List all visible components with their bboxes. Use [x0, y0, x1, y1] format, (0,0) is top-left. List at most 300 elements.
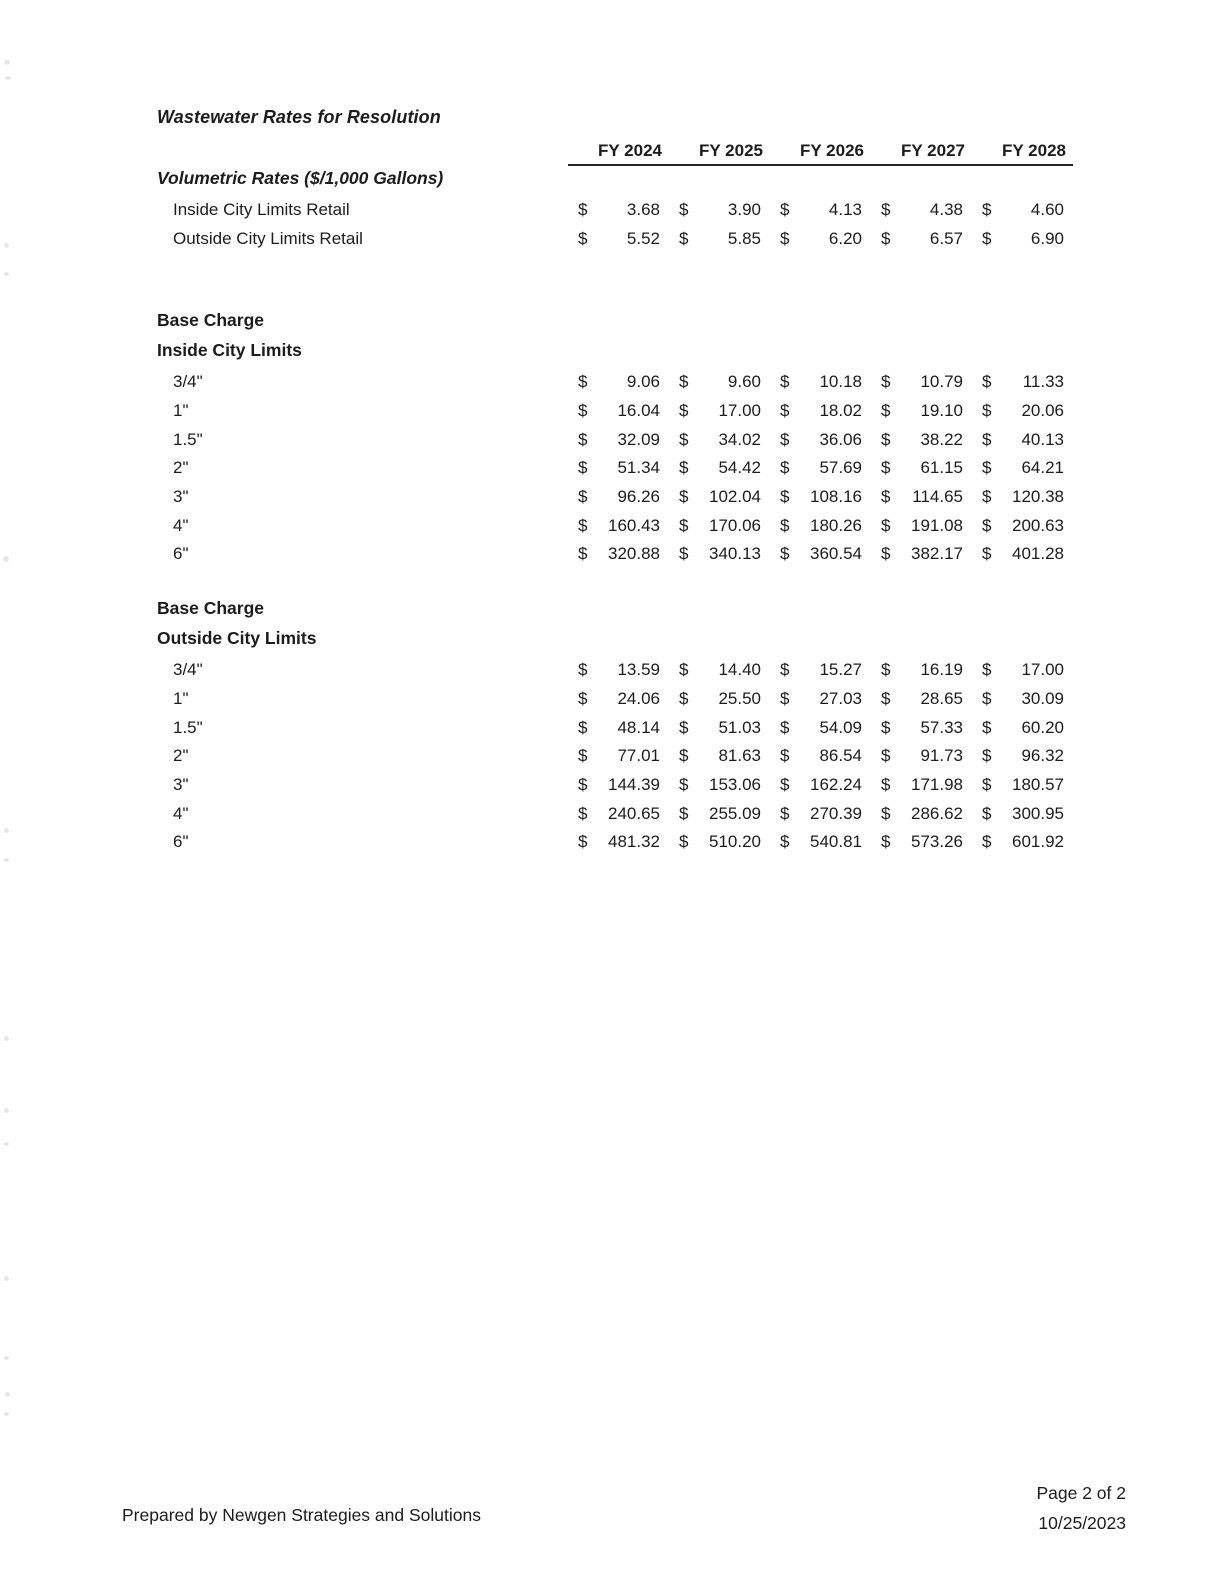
rate-value: 10.79 — [920, 372, 963, 392]
rate-cell — [578, 458, 679, 478]
rate-value: 13.59 — [617, 660, 660, 680]
rate-cell — [679, 775, 780, 795]
rate-cell — [881, 832, 982, 852]
rate-cell — [982, 372, 1083, 392]
currency-symbol: $ — [881, 458, 891, 478]
row-label: 4" — [173, 803, 189, 823]
column-header-fy2027: FY 2027 — [901, 141, 965, 160]
row-label: 6" — [173, 832, 189, 852]
currency-symbol: $ — [982, 229, 992, 249]
currency-symbol: $ — [780, 372, 790, 392]
rate-cell — [881, 200, 982, 220]
rate-value: 19.10 — [920, 401, 963, 421]
scan-artifact — [4, 1108, 9, 1113]
rate-cell — [780, 689, 881, 709]
section-subtitle: Inside City Limits — [157, 340, 302, 360]
section-rows — [157, 656, 1083, 857]
row-label: 3" — [173, 487, 189, 507]
currency-symbol: $ — [679, 372, 689, 392]
rate-value: 17.00 — [1021, 660, 1064, 680]
currency-symbol: $ — [780, 746, 790, 766]
rate-cell — [982, 660, 1083, 680]
currency-symbol: $ — [881, 746, 891, 766]
rate-value: 240.65 — [608, 803, 660, 823]
page-number: Page 2 of 2 — [1036, 1483, 1126, 1503]
rate-value: 27.03 — [819, 689, 862, 709]
rate-value: 9.06 — [626, 372, 660, 392]
rate-cell — [881, 430, 982, 450]
rate-value: 14.40 — [718, 660, 761, 680]
currency-symbol: $ — [780, 429, 790, 449]
currency-symbol: $ — [982, 660, 992, 680]
currency-symbol: $ — [578, 660, 588, 680]
rate-value: 51.03 — [718, 717, 761, 737]
currency-symbol: $ — [780, 401, 790, 421]
currency-symbol: $ — [780, 717, 790, 737]
rate-cell — [578, 775, 679, 795]
table-row — [157, 397, 1083, 426]
rate-cell — [679, 229, 780, 249]
currency-symbol: $ — [881, 803, 891, 823]
rate-cell — [679, 832, 780, 852]
rate-value: 120.38 — [1012, 487, 1064, 507]
table-row — [157, 799, 1083, 828]
column-header-fy2025: FY 2025 — [699, 141, 763, 160]
rate-value: 96.32 — [1021, 746, 1064, 766]
currency-symbol: $ — [780, 229, 790, 249]
rate-value: 15.27 — [819, 660, 862, 680]
currency-symbol: $ — [679, 429, 689, 449]
currency-symbol: $ — [578, 803, 588, 823]
rate-value: 540.81 — [810, 832, 862, 852]
currency-symbol: $ — [881, 372, 891, 392]
currency-symbol: $ — [679, 803, 689, 823]
scan-artifact — [3, 556, 9, 562]
currency-symbol: $ — [679, 660, 689, 680]
table-row — [157, 771, 1083, 800]
currency-symbol: $ — [982, 429, 992, 449]
rate-cell — [679, 372, 780, 392]
rate-value: 340.13 — [709, 544, 761, 564]
rate-value: 16.19 — [920, 660, 963, 680]
rate-cell — [679, 458, 780, 478]
scan-artifact — [4, 828, 9, 833]
rate-value: 38.22 — [920, 429, 963, 449]
currency-symbol: $ — [578, 429, 588, 449]
rate-value: 191.08 — [911, 515, 963, 535]
table-row — [157, 368, 1083, 397]
rate-value: 17.00 — [718, 401, 761, 421]
rate-cell — [578, 229, 679, 249]
rate-value: 4.13 — [828, 200, 862, 220]
rate-cell — [982, 200, 1083, 220]
rate-cell — [679, 401, 780, 421]
row-label: 3/4" — [173, 660, 203, 680]
currency-symbol: $ — [881, 832, 891, 852]
row-label: 1.5" — [173, 429, 203, 449]
rate-value: 30.09 — [1021, 689, 1064, 709]
currency-symbol: $ — [982, 515, 992, 535]
rate-cell — [679, 487, 780, 507]
rate-value: 77.01 — [617, 746, 660, 766]
row-label: 3/4" — [173, 372, 203, 392]
currency-symbol: $ — [982, 775, 992, 795]
table-row — [157, 454, 1083, 483]
rate-cell — [881, 372, 982, 392]
scan-artifact — [4, 272, 9, 276]
rate-cell — [780, 516, 881, 536]
currency-symbol: $ — [780, 200, 790, 220]
rate-cell — [780, 660, 881, 680]
currency-symbol: $ — [679, 775, 689, 795]
rate-value: 5.52 — [626, 229, 660, 249]
rate-value: 401.28 — [1012, 544, 1064, 564]
currency-symbol: $ — [679, 401, 689, 421]
rate-value: 481.32 — [608, 832, 660, 852]
rate-cell — [982, 401, 1083, 421]
table-row — [157, 656, 1083, 685]
rate-cell — [780, 746, 881, 766]
rate-value: 160.43 — [608, 515, 660, 535]
rate-cell — [881, 401, 982, 421]
currency-symbol: $ — [881, 200, 891, 220]
currency-symbol: $ — [578, 515, 588, 535]
column-header-row — [157, 141, 1083, 161]
currency-symbol: $ — [982, 746, 992, 766]
rate-cell — [881, 689, 982, 709]
rate-cell — [578, 430, 679, 450]
rate-value: 10.18 — [819, 372, 862, 392]
rate-value: 171.98 — [911, 775, 963, 795]
rate-cell — [679, 544, 780, 564]
rate-value: 25.50 — [718, 689, 761, 709]
row-label: 2" — [173, 746, 189, 766]
rate-cell — [881, 229, 982, 249]
rate-value: 573.26 — [911, 832, 963, 852]
currency-symbol: $ — [679, 200, 689, 220]
rate-cell — [881, 487, 982, 507]
currency-symbol: $ — [881, 229, 891, 249]
scan-artifact — [4, 1276, 9, 1281]
rate-value: 270.39 — [810, 803, 862, 823]
rate-cell — [578, 718, 679, 738]
currency-symbol: $ — [679, 487, 689, 507]
rate-cell — [780, 458, 881, 478]
rate-value: 4.60 — [1030, 200, 1064, 220]
rate-value: 108.16 — [810, 487, 862, 507]
currency-symbol: $ — [578, 372, 588, 392]
rate-value: 34.02 — [718, 429, 761, 449]
rate-cell — [982, 430, 1083, 450]
section-subtitle: Outside City Limits — [157, 628, 317, 648]
currency-symbol: $ — [780, 775, 790, 795]
rate-value: 3.68 — [626, 200, 660, 220]
rate-cell — [780, 718, 881, 738]
table-row — [157, 685, 1083, 714]
row-label: 1.5" — [173, 717, 203, 737]
rate-cell — [982, 746, 1083, 766]
rate-cell — [578, 689, 679, 709]
rate-cell — [679, 430, 780, 450]
scan-artifact — [4, 243, 9, 248]
currency-symbol: $ — [578, 746, 588, 766]
rate-value: 6.90 — [1030, 229, 1064, 249]
rate-value: 16.04 — [617, 401, 660, 421]
scan-artifact — [4, 858, 9, 862]
rate-value: 60.20 — [1021, 717, 1064, 737]
currency-symbol: $ — [578, 544, 588, 564]
rate-value: 360.54 — [810, 544, 862, 564]
rate-cell — [881, 804, 982, 824]
table-row — [157, 511, 1083, 540]
rate-cell — [679, 689, 780, 709]
rate-value: 36.06 — [819, 429, 862, 449]
rate-cell — [881, 718, 982, 738]
column-header-fy2028: FY 2028 — [1002, 141, 1066, 160]
rate-cell — [578, 200, 679, 220]
row-label: 1" — [173, 401, 189, 421]
rate-value: 6.20 — [828, 229, 862, 249]
rate-value: 4.38 — [929, 200, 963, 220]
currency-symbol: $ — [780, 660, 790, 680]
row-label: 4" — [173, 515, 189, 535]
rate-value: 54.42 — [718, 458, 761, 478]
currency-symbol: $ — [982, 487, 992, 507]
header-underline — [568, 164, 1073, 166]
rate-cell — [780, 775, 881, 795]
currency-symbol: $ — [679, 458, 689, 478]
rate-cell — [679, 718, 780, 738]
currency-symbol: $ — [578, 458, 588, 478]
rate-cell — [982, 516, 1083, 536]
rate-value: 24.06 — [617, 689, 660, 709]
table-row — [157, 483, 1083, 512]
rate-cell — [780, 372, 881, 392]
rate-cell — [679, 200, 780, 220]
currency-symbol: $ — [679, 544, 689, 564]
table-row — [157, 742, 1083, 771]
rate-value: 153.06 — [709, 775, 761, 795]
currency-symbol: $ — [679, 746, 689, 766]
rate-cell — [679, 516, 780, 536]
rate-value: 200.63 — [1012, 515, 1064, 535]
section-base-charge-inside — [157, 309, 1083, 569]
row-label: Inside City Limits Retail — [173, 200, 350, 220]
currency-symbol: $ — [780, 515, 790, 535]
currency-symbol: $ — [578, 717, 588, 737]
rate-cell — [881, 775, 982, 795]
currency-symbol: $ — [578, 689, 588, 709]
currency-symbol: $ — [982, 200, 992, 220]
rate-value: 64.21 — [1021, 458, 1064, 478]
currency-symbol: $ — [679, 832, 689, 852]
rate-value: 57.69 — [819, 458, 862, 478]
currency-symbol: $ — [780, 803, 790, 823]
rate-value: 114.65 — [912, 487, 963, 507]
currency-symbol: $ — [780, 458, 790, 478]
rate-cell — [679, 804, 780, 824]
scan-artifact — [4, 1142, 9, 1146]
rate-value: 57.33 — [920, 717, 963, 737]
currency-symbol: $ — [881, 515, 891, 535]
section-title: Volumetric Rates ($/1,000 Gallons) — [157, 168, 444, 188]
prepared-by-text: Prepared by Newgen Strategies and Solutions — [122, 1505, 481, 1525]
rate-cell — [982, 544, 1083, 564]
rate-value: 144.39 — [608, 775, 660, 795]
rate-value: 40.13 — [1021, 429, 1064, 449]
row-label: 1" — [173, 689, 189, 709]
rate-cell — [780, 229, 881, 249]
rate-value: 382.17 — [911, 544, 963, 564]
rate-cell — [578, 372, 679, 392]
rate-cell — [982, 487, 1083, 507]
rate-cell — [982, 804, 1083, 824]
currency-symbol: $ — [881, 775, 891, 795]
rate-cell — [780, 804, 881, 824]
currency-symbol: $ — [679, 689, 689, 709]
rate-cell — [881, 746, 982, 766]
currency-symbol: $ — [982, 401, 992, 421]
rate-value: 32.09 — [617, 429, 660, 449]
section-rows — [157, 368, 1083, 569]
currency-symbol: $ — [881, 487, 891, 507]
column-header-fy2024: FY 2024 — [598, 141, 662, 160]
scan-artifact — [4, 1356, 9, 1360]
rate-value: 20.06 — [1021, 401, 1064, 421]
rate-cell — [881, 458, 982, 478]
scan-artifact — [5, 1392, 10, 1397]
currency-symbol: $ — [679, 229, 689, 249]
currency-symbol: $ — [578, 487, 588, 507]
currency-symbol: $ — [881, 401, 891, 421]
rate-cell — [982, 458, 1083, 478]
rate-cell — [982, 689, 1083, 709]
section-title: Base Charge — [157, 310, 264, 330]
rate-value: 102.04 — [709, 487, 761, 507]
rate-value: 81.63 — [718, 746, 761, 766]
rate-value: 96.26 — [617, 487, 660, 507]
currency-symbol: $ — [982, 717, 992, 737]
rate-cell — [881, 516, 982, 536]
rate-cell — [881, 660, 982, 680]
row-label: 6" — [173, 544, 189, 564]
row-label: Outside City Limits Retail — [173, 229, 363, 249]
rate-cell — [578, 544, 679, 564]
currency-symbol: $ — [578, 775, 588, 795]
rate-value: 51.34 — [617, 458, 660, 478]
rate-cell — [982, 775, 1083, 795]
currency-symbol: $ — [780, 689, 790, 709]
scan-artifact — [4, 60, 10, 65]
currency-symbol: $ — [780, 544, 790, 564]
currency-symbol: $ — [578, 229, 588, 249]
rate-value: 601.92 — [1012, 832, 1064, 852]
rate-cell — [578, 832, 679, 852]
scan-artifact — [5, 76, 11, 80]
table-row — [157, 225, 1083, 254]
table-row — [157, 540, 1083, 569]
rate-value: 180.26 — [810, 515, 862, 535]
currency-symbol: $ — [780, 832, 790, 852]
rate-value: 91.73 — [920, 746, 963, 766]
rate-cell — [679, 746, 780, 766]
currency-symbol: $ — [982, 832, 992, 852]
rate-cell — [578, 487, 679, 507]
rate-cell — [578, 516, 679, 536]
rate-cell — [982, 718, 1083, 738]
currency-symbol: $ — [881, 689, 891, 709]
currency-symbol: $ — [881, 717, 891, 737]
rate-cell — [780, 487, 881, 507]
table-row — [157, 828, 1083, 857]
rate-cell — [578, 660, 679, 680]
label-column-spacer — [157, 141, 578, 161]
rate-value: 5.85 — [727, 229, 761, 249]
rate-value: 286.62 — [911, 803, 963, 823]
currency-symbol: $ — [881, 544, 891, 564]
currency-symbol: $ — [881, 660, 891, 680]
column-header-fy2026: FY 2026 — [800, 141, 864, 160]
rate-cell — [578, 804, 679, 824]
rate-value: 170.06 — [709, 515, 761, 535]
rate-value: 18.02 — [819, 401, 862, 421]
page-title: Wastewater Rates for Resolution — [157, 107, 441, 127]
currency-symbol: $ — [578, 832, 588, 852]
rate-value: 54.09 — [819, 717, 862, 737]
footer-page-block — [1036, 1478, 1126, 1538]
rate-value: 9.60 — [727, 372, 761, 392]
rate-value: 162.24 — [810, 775, 862, 795]
currency-symbol: $ — [578, 401, 588, 421]
rate-value: 3.90 — [727, 200, 761, 220]
currency-symbol: $ — [982, 544, 992, 564]
rate-cell — [982, 832, 1083, 852]
rate-cell — [780, 430, 881, 450]
section-title: Base Charge — [157, 598, 264, 618]
section-rows — [157, 196, 1083, 253]
footer-date: 10/25/2023 — [1038, 1513, 1126, 1533]
rate-cell — [982, 229, 1083, 249]
rate-value: 6.57 — [929, 229, 963, 249]
row-label: 2" — [173, 458, 189, 478]
rate-value: 28.65 — [920, 689, 963, 709]
rate-cell — [780, 200, 881, 220]
table-row — [157, 196, 1083, 225]
table-row — [157, 425, 1083, 454]
rate-cell — [780, 832, 881, 852]
currency-symbol: $ — [982, 458, 992, 478]
rate-value: 255.09 — [709, 803, 761, 823]
rate-cell — [679, 660, 780, 680]
currency-symbol: $ — [679, 717, 689, 737]
rate-cell — [578, 746, 679, 766]
scan-artifact — [4, 1036, 9, 1041]
rate-value: 48.14 — [617, 717, 660, 737]
row-label: 3" — [173, 775, 189, 795]
rate-cell — [780, 544, 881, 564]
currency-symbol: $ — [982, 372, 992, 392]
rate-cell — [578, 401, 679, 421]
rate-value: 180.57 — [1012, 775, 1064, 795]
scan-artifact — [4, 1412, 9, 1416]
rate-value: 61.15 — [920, 458, 963, 478]
section-volumetric-rates — [157, 167, 1083, 253]
currency-symbol: $ — [881, 429, 891, 449]
rate-value: 300.95 — [1012, 803, 1064, 823]
rate-value: 86.54 — [819, 746, 862, 766]
rate-value: 320.88 — [608, 544, 660, 564]
rate-value: 510.20 — [709, 832, 761, 852]
